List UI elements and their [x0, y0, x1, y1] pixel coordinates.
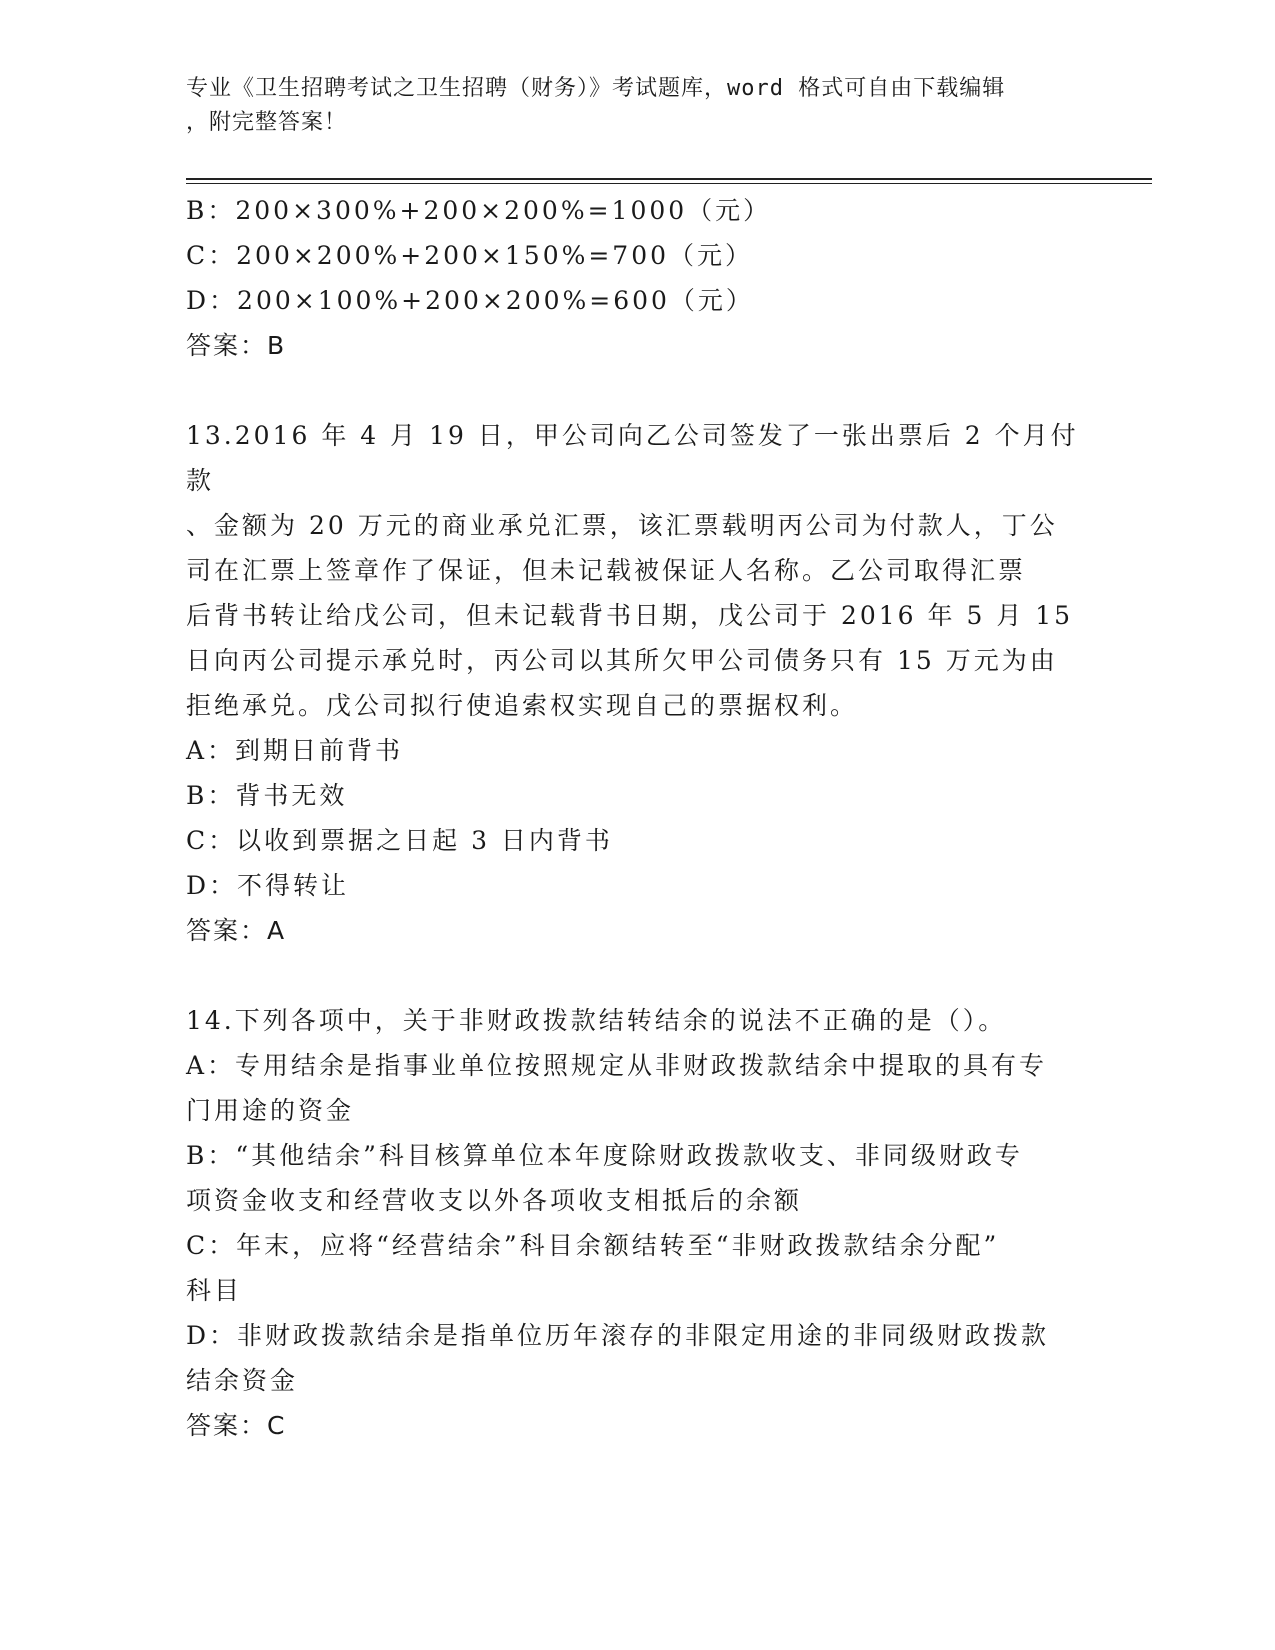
- q13-stem-line: 、金额为 20 万元的商业承兑汇票，该汇票载明丙公司为付款人，丁公: [186, 511, 1058, 540]
- document-header: [186, 72, 1066, 140]
- q14-stem: 14.下列各项中，关于非财政拨款结转结余的说法不正确的是（）。: [186, 1006, 1007, 1035]
- q14-option-a-line: A：专用结余是指事业单位按照规定从非财政拨款结余中提取的具有专: [186, 1051, 1048, 1080]
- question-13: [186, 413, 1086, 953]
- header-divider: [186, 178, 1152, 184]
- q13-option-d: D：不得转让: [186, 871, 350, 900]
- q12-option-b: B：200×300%+200×200%=1000（元）: [186, 196, 772, 225]
- q13-stem-line: 13.2016 年 4 月 19 日，甲公司向乙公司签发了一张出票后 2 个月付款: [186, 421, 1079, 495]
- header-line-2: ，附完整答案！: [186, 110, 348, 135]
- q14-answer: 答案：C: [186, 1411, 287, 1440]
- q14-option-c-line: C：年末，应将“经营结余”科目余额结转至“非财政拨款结余分配”: [186, 1231, 1000, 1260]
- q12-option-d: D：200×100%+200×200%=600（元）: [186, 286, 754, 315]
- q13-stem-line: 司在汇票上签章作了保证，但未记载被保证人名称。乙公司取得汇票: [186, 556, 1027, 585]
- q12-answer: 答案：B: [186, 331, 287, 360]
- q13-option-a: A：到期日前背书: [186, 736, 404, 765]
- q14-option-d-line: D：非财政拨款结余是指单位历年滚存的非限定用途的非同级财政拨款: [186, 1321, 1050, 1350]
- header-line-1: 专业《卫生招聘考试之卫生招聘（财务）》考试题库，word 格式可自由下载编辑: [186, 76, 1006, 101]
- q14-option-a-line: 门用途的资金: [186, 1096, 355, 1125]
- q13-stem-line: 日向丙公司提示承兑时，丙公司以其所欠甲公司债务只有 15 万元为由: [186, 646, 1058, 675]
- q14-option-b-line: 项资金收支和经营收支以外各项收支相抵后的余额: [186, 1186, 803, 1215]
- q14-option-c-line: 科目: [186, 1276, 243, 1305]
- q13-answer: 答案：A: [186, 916, 287, 945]
- question-14: [186, 998, 1086, 1448]
- document-body: [186, 188, 1086, 1448]
- q12-option-c: C：200×200%+200×150%=700（元）: [186, 241, 754, 270]
- q13-option-c: C：以收到票据之日起 3 日内背书: [186, 826, 613, 855]
- q13-option-b: B：背书无效: [186, 781, 348, 810]
- q13-stem-line: 拒绝承兑。戊公司拟行使追索权实现自己的票据权利。: [186, 691, 859, 720]
- q13-stem-line: 后背书转让给戊公司，但未记载背书日期，戊公司于 2016 年 5 月 15: [186, 601, 1074, 630]
- q14-option-b-line: B：“其他结余”科目核算单位本年度除财政拨款收支、非同级财政专: [186, 1141, 1023, 1170]
- spacer: [186, 368, 1086, 413]
- q14-option-d-line: 结余资金: [186, 1366, 299, 1395]
- question-12-tail: [186, 188, 1086, 368]
- spacer: [186, 953, 1086, 998]
